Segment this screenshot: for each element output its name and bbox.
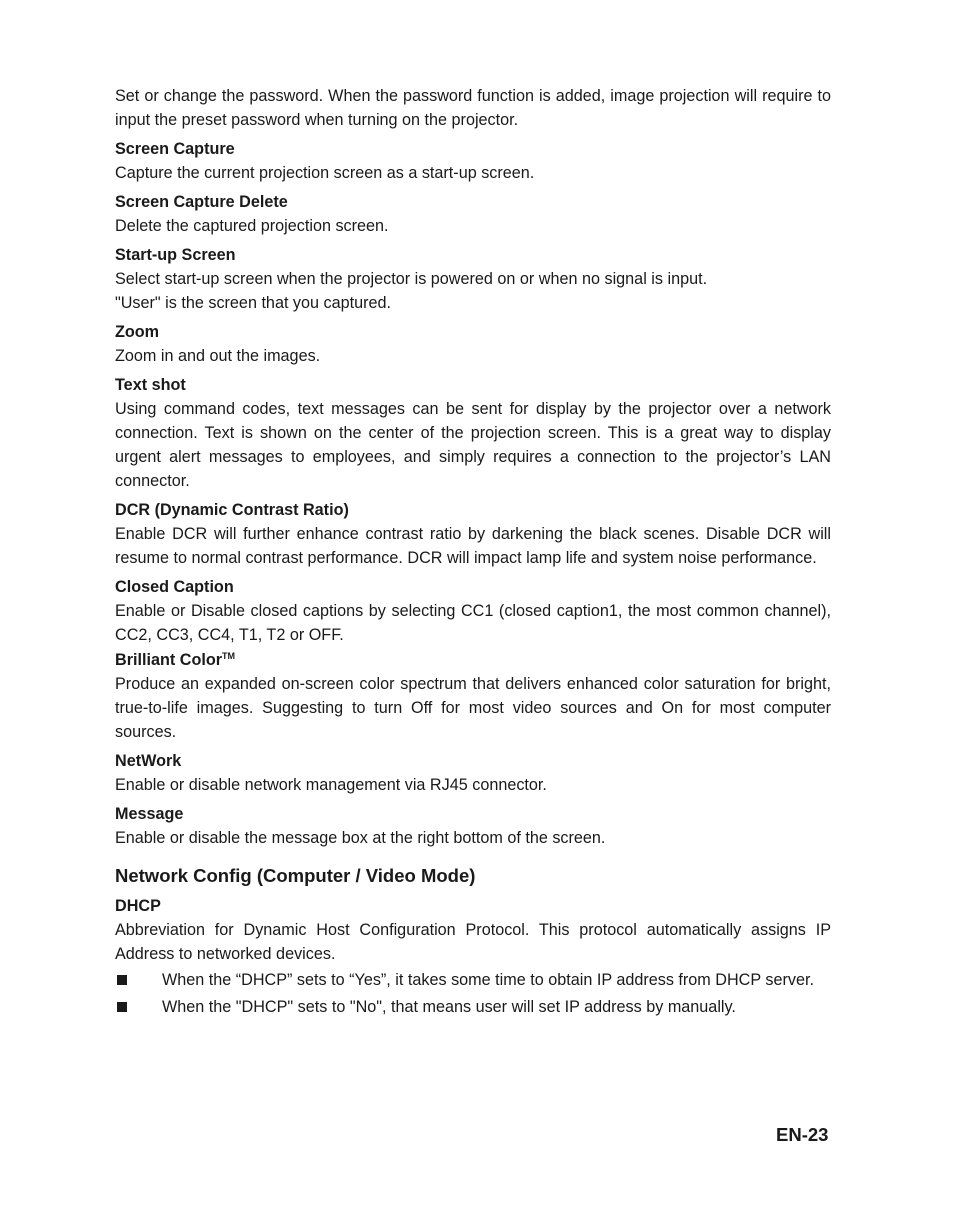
heading-startup-screen: Start-up Screen [115, 246, 236, 264]
body-network: Enable or disable network management via RJ45 connector. [115, 776, 547, 794]
body-message: Enable or disable the message box at the right bottom of the screen. [115, 829, 606, 847]
trademark-sup: TM [222, 651, 236, 661]
heading-dcr: DCR (Dynamic Contrast Ratio) [115, 501, 349, 519]
heading-brilliant-color-text: Brilliant Color [115, 651, 223, 669]
heading-screen-capture: Screen Capture [115, 140, 235, 158]
bullet-item [115, 994, 831, 1020]
page-number: EN-23 [776, 1124, 829, 1145]
body-dhcp: Abbreviation for Dynamic Host Configuration Protocol. This protocol automatically assigns IP Address to networked devices. [115, 921, 831, 963]
body-zoom: Zoom in and out the images. [115, 347, 321, 365]
heading-message: Message [115, 805, 184, 823]
square-bullet-icon [117, 975, 127, 985]
page-content [115, 84, 831, 1020]
body-closed-caption: Enable or Disable closed captions by selecting CC1 (closed caption1, the most common channel), CC2, CC3, CC4, T1, T2 or OFF. [115, 602, 831, 644]
body-screen-capture: Capture the current projection screen as a start-up screen. [115, 164, 535, 182]
heading-dhcp: DHCP [115, 897, 161, 915]
network-config-title: Network Config (Computer / Video Mode) [115, 865, 476, 886]
heading-closed-caption: Closed Caption [115, 578, 234, 596]
body-startup-screen-2: "User" is the screen that you captured. [115, 294, 392, 312]
heading-network: NetWork [115, 752, 182, 770]
heading-screen-capture-delete: Screen Capture Delete [115, 193, 288, 211]
body-text-shot: Using command codes, text messages can be sent for display by the projector over a network connection. Text is shown on the center of the projection screen. This is a great way to display urgent alert messages to employees, and simply requires a connection to the projector’s LAN connector. [115, 400, 831, 490]
bullet-text: When the "DHCP" sets to "No", that means user will set IP address by manually. [162, 998, 736, 1016]
heading-zoom: Zoom [115, 323, 160, 341]
bullet-text: When the “DHCP” sets to “Yes”, it takes some time to obtain IP address from DHCP server. [162, 971, 814, 989]
body-screen-capture-delete: Delete the captured projection screen. [115, 217, 389, 235]
body-dcr: Enable DCR will further enhance contrast ratio by darkening the black scenes. Disable DCR will resume to normal contrast performance. DCR will impact lamp life and system noise performance. [115, 525, 831, 567]
heading-text-shot: Text shot [115, 376, 186, 394]
body-startup-screen: Select start-up screen when the projector is powered on or when no signal is input. [115, 270, 708, 288]
body-brilliant-color: Produce an expanded on-screen color spectrum that delivers enhanced color saturation for bright, true-to-life images. Suggesting to turn Off for most video sources and On for most computer sources. [115, 675, 831, 741]
square-bullet-icon [117, 1002, 127, 1012]
heading-brilliant-color [115, 648, 831, 672]
bullet-item [115, 967, 831, 993]
intro-paragraph: Set or change the password. When the password function is added, image projection will require to input the preset password when turning on the projector. [115, 87, 831, 129]
